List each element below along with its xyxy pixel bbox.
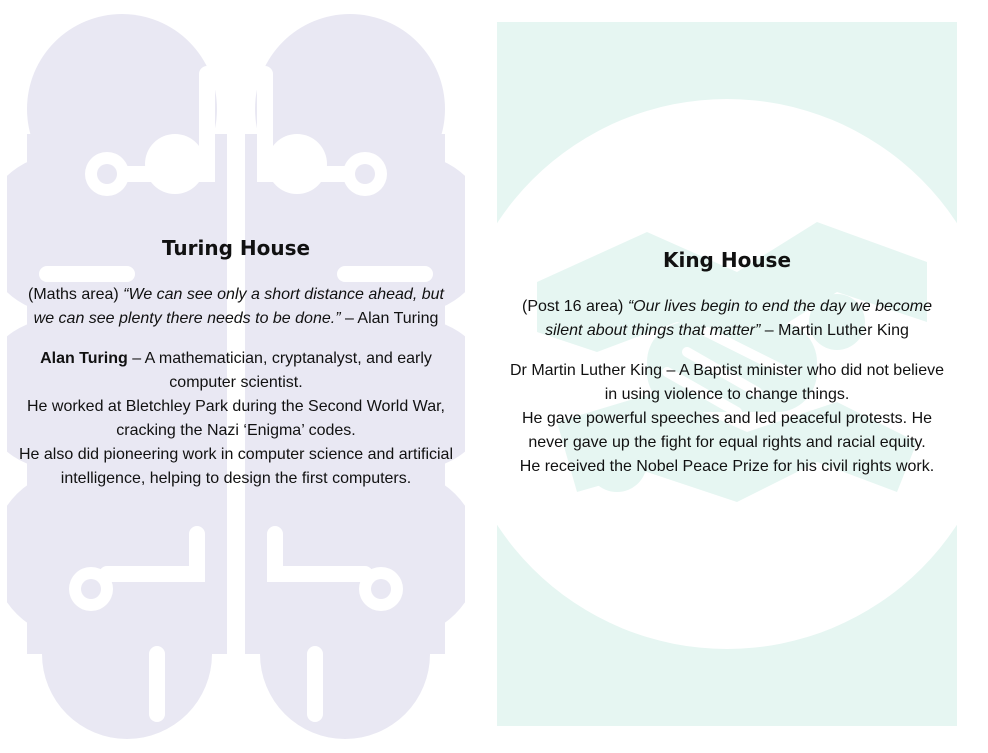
king-house-quote (507, 295, 947, 343)
king-house-card (497, 22, 957, 726)
turing-house-card (7, 14, 465, 740)
king-bio-line-1: Dr Martin Luther King – A Baptist minister who did not believe in using violence to change things. (510, 362, 944, 403)
turing-house-area: (Maths area) (28, 286, 119, 303)
king-house-area: (Post 16 area) (521, 298, 624, 315)
king-quote-attribution: – Martin Luther King (760, 322, 909, 339)
turing-bio-name: Alan Turing (40, 350, 128, 367)
turing-house-quote (19, 283, 453, 331)
turing-house-content (7, 236, 465, 491)
king-house-content (497, 248, 957, 479)
king-quote-text: “Our lives begin to end the day we become silent about things that matter” (545, 298, 932, 339)
turing-quote-attribution: – Alan Turing (340, 310, 439, 327)
king-bio-line-3: He received the Nobel Peace Prize for his civil rights work. (519, 458, 935, 475)
turing-bio-line-3: He also did pioneering work in computer science and artificial intelligence, helping to design the first computers. (19, 446, 453, 487)
turing-bio-intro: Alan Turing – A mathematician, cryptanalyst, and early computer scientist. (40, 350, 432, 391)
turing-house-bio (19, 347, 453, 491)
turing-quote-text: “We can see only a short distance ahead, but we can see plenty there needs to be done.” (33, 286, 444, 327)
king-house-bio (507, 359, 947, 479)
turing-house-title: Turing House (161, 236, 311, 260)
king-bio-line-2: He gave powerful speeches and led peaceful protests. He never gave up the fight for equal rights and racial equity. (521, 410, 933, 451)
turing-bio-line-2: He worked at Bletchley Park during the Second World War, cracking the Nazi ‘Enigma’ codes. (27, 398, 445, 439)
king-house-title: King House (662, 248, 792, 272)
